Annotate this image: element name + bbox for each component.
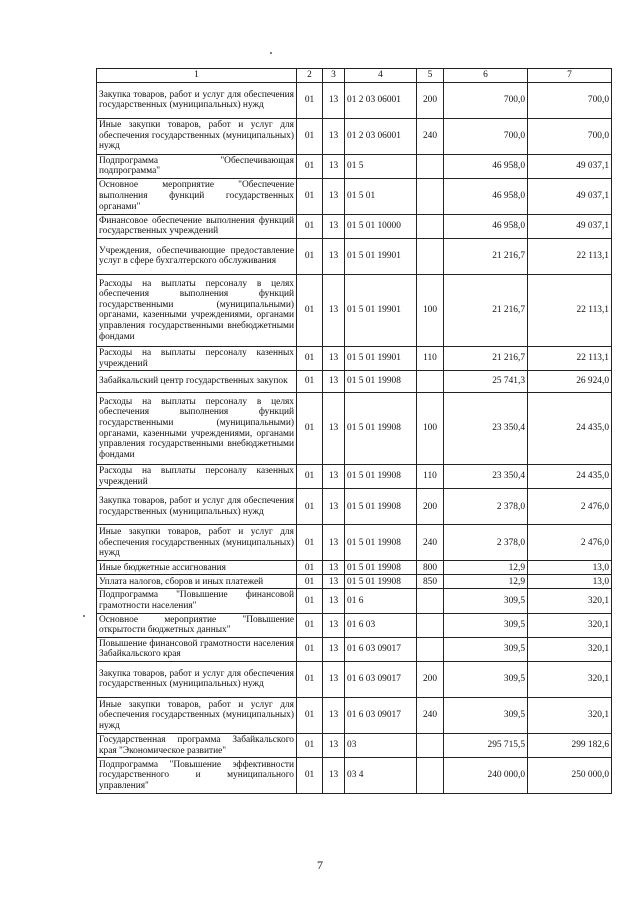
row-name-cell: Подпрограмма "Повышение эффективности государственного и муниципального управления"	[97, 758, 297, 794]
subsection-code-cell: 13	[323, 154, 345, 178]
target-article-cell: 01 5 01 19908	[345, 575, 417, 589]
expense-type-cell	[417, 214, 444, 238]
subsection-code-cell: 13	[323, 371, 345, 393]
column-header: 1	[97, 69, 297, 83]
amount-cell: 2 476,0	[528, 489, 612, 525]
table-row	[97, 758, 612, 794]
table-row	[97, 575, 612, 589]
expense-type-cell	[417, 589, 444, 613]
expense-type-cell: 100	[417, 393, 444, 465]
section-code-cell: 01	[297, 661, 323, 697]
row-name-cell: Расходы на выплаты персоналу в целях обеспечения выполнения функций государственными (муниципальными) органами, казенными учреждениями, органами управления государственными внебюджетными фондами	[97, 393, 297, 465]
row-name-cell: Закупка товаров, работ и услуг для обеспечения государственных (муниципальных) нужд	[97, 661, 297, 697]
subsection-code-cell: 13	[323, 758, 345, 794]
amount-cell: 49 037,1	[528, 154, 612, 178]
subsection-code-cell: 13	[323, 661, 345, 697]
table-row	[97, 274, 612, 346]
table-row	[97, 154, 612, 178]
table-row	[97, 589, 612, 613]
amount-cell: 24 435,0	[528, 465, 612, 489]
expense-type-cell: 200	[417, 82, 444, 118]
section-code-cell: 01	[297, 589, 323, 613]
amount-cell: 250 000,0	[528, 758, 612, 794]
target-article-cell: 03	[345, 733, 417, 757]
subsection-code-cell: 13	[323, 525, 345, 561]
row-name-cell: Основное мероприятие "Повышение открытости бюджетных данных"	[97, 613, 297, 637]
amount-cell: 309,5	[444, 637, 528, 661]
table-row	[97, 637, 612, 661]
amount-cell: 2 378,0	[444, 525, 528, 561]
amount-cell: 2 378,0	[444, 489, 528, 525]
table-row	[97, 489, 612, 525]
amount-cell: 26 924,0	[528, 371, 612, 393]
table-row	[97, 525, 612, 561]
section-code-cell: 01	[297, 637, 323, 661]
table-header-row	[97, 69, 612, 83]
expense-type-cell: 800	[417, 561, 444, 575]
row-name-cell: Основное мероприятие "Обеспечение выполнения функций государственных органами"	[97, 178, 297, 214]
row-name-cell: Иные закупки товаров, работ и услуг для обеспечения государственных (муниципальных) нужд	[97, 697, 297, 733]
target-article-cell: 01 5 01 19901	[345, 274, 417, 346]
expense-type-cell: 200	[417, 661, 444, 697]
table-row	[97, 178, 612, 214]
target-article-cell: 01 5	[345, 154, 417, 178]
amount-cell: 700,0	[528, 82, 612, 118]
target-article-cell: 01 2 03 06001	[345, 118, 417, 154]
amount-cell: 320,1	[528, 589, 612, 613]
target-article-cell: 01 5 01 10000	[345, 214, 417, 238]
table-row	[97, 465, 612, 489]
amount-cell: 46 958,0	[444, 154, 528, 178]
section-code-cell: 01	[297, 118, 323, 154]
amount-cell: 240 000,0	[444, 758, 528, 794]
target-article-cell: 01 5 01	[345, 178, 417, 214]
target-article-cell: 01 6 03 09017	[345, 637, 417, 661]
subsection-code-cell: 13	[323, 561, 345, 575]
amount-cell: 700,0	[528, 118, 612, 154]
amount-cell: 299 182,6	[528, 733, 612, 757]
expense-type-cell: 200	[417, 489, 444, 525]
expense-type-cell: 240	[417, 118, 444, 154]
subsection-code-cell: 13	[323, 613, 345, 637]
target-article-cell: 01 5 01 19908	[345, 489, 417, 525]
expense-type-cell: 110	[417, 346, 444, 370]
section-code-cell: 01	[297, 758, 323, 794]
table-row	[97, 733, 612, 757]
section-code-cell: 01	[297, 489, 323, 525]
target-article-cell: 01 5 01 19908	[345, 393, 417, 465]
expense-type-cell	[417, 178, 444, 214]
table-row	[97, 393, 612, 465]
section-code-cell: 01	[297, 371, 323, 393]
target-article-cell: 01 5 01 19908	[345, 371, 417, 393]
section-code-cell: 01	[297, 575, 323, 589]
row-name-cell: Финансовое обеспечение выполнения функций государственных учреждений	[97, 214, 297, 238]
row-name-cell: Иные закупки товаров, работ и услуг для обеспечения государственных (муниципальных) нужд	[97, 118, 297, 154]
section-code-cell: 01	[297, 561, 323, 575]
amount-cell: 49 037,1	[528, 214, 612, 238]
section-code-cell: 01	[297, 178, 323, 214]
section-code-cell: 01	[297, 274, 323, 346]
row-name-cell: Расходы на выплаты персоналу в целях обеспечения выполнения функций государственными (муниципальными) органами, казенными учреждениями, органами управления государственными внебюджетными фондами	[97, 274, 297, 346]
amount-cell: 25 741,3	[444, 371, 528, 393]
section-code-cell: 01	[297, 154, 323, 178]
subsection-code-cell: 13	[323, 214, 345, 238]
amount-cell: 295 715,5	[444, 733, 528, 757]
table-row	[97, 371, 612, 393]
column-header: 3	[323, 69, 345, 83]
scan-speck	[270, 52, 272, 54]
amount-cell: 46 958,0	[444, 214, 528, 238]
subsection-code-cell: 13	[323, 637, 345, 661]
subsection-code-cell: 13	[323, 489, 345, 525]
amount-cell: 13,0	[528, 575, 612, 589]
amount-cell: 309,5	[444, 661, 528, 697]
subsection-code-cell: 13	[323, 697, 345, 733]
section-code-cell: 01	[297, 214, 323, 238]
row-name-cell: Подпрограмма "Повышение финансовой грамотности населения"	[97, 589, 297, 613]
table-row	[97, 238, 612, 274]
subsection-code-cell: 13	[323, 589, 345, 613]
subsection-code-cell: 13	[323, 238, 345, 274]
section-code-cell: 01	[297, 465, 323, 489]
amount-cell: 309,5	[444, 613, 528, 637]
target-article-cell: 01 5 01 19908	[345, 561, 417, 575]
subsection-code-cell: 13	[323, 575, 345, 589]
expense-type-cell	[417, 733, 444, 757]
column-header: 5	[417, 69, 444, 83]
row-name-cell: Иные закупки товаров, работ и услуг для обеспечения государственных (муниципальных) нужд	[97, 525, 297, 561]
table-row	[97, 561, 612, 575]
target-article-cell: 01 6	[345, 589, 417, 613]
amount-cell: 320,1	[528, 661, 612, 697]
subsection-code-cell: 13	[323, 274, 345, 346]
amount-cell: 46 958,0	[444, 178, 528, 214]
row-name-cell: Повышение финансовой грамотности населения Забайкальского края	[97, 637, 297, 661]
amount-cell: 700,0	[444, 82, 528, 118]
amount-cell: 49 037,1	[528, 178, 612, 214]
table-row	[97, 346, 612, 370]
amount-cell: 309,5	[444, 589, 528, 613]
amount-cell: 320,1	[528, 613, 612, 637]
target-article-cell: 01 5 01 19901	[345, 346, 417, 370]
section-code-cell: 01	[297, 82, 323, 118]
target-article-cell: 01 5 01 19908	[345, 525, 417, 561]
subsection-code-cell: 13	[323, 733, 345, 757]
amount-cell: 700,0	[444, 118, 528, 154]
budget-table	[96, 68, 612, 794]
subsection-code-cell: 13	[323, 118, 345, 154]
column-header: 7	[528, 69, 612, 83]
target-article-cell: 01 2 03 06001	[345, 82, 417, 118]
row-name-cell: Уплата налогов, сборов и иных платежей	[97, 575, 297, 589]
column-header: 2	[297, 69, 323, 83]
row-name-cell: Закупка товаров, работ и услуг для обеспечения государственных (муниципальных) нужд	[97, 489, 297, 525]
row-name-cell: Государственная программа Забайкальского края "Экономическое развитие"	[97, 733, 297, 757]
page-number: 7	[317, 858, 323, 872]
subsection-code-cell: 13	[323, 465, 345, 489]
row-name-cell: Учреждения, обеспечивающие предоставление услуг в сфере бухгалтерского обслуживания	[97, 238, 297, 274]
target-article-cell: 01 6 03 09017	[345, 697, 417, 733]
subsection-code-cell: 13	[323, 393, 345, 465]
scan-speck	[83, 615, 85, 617]
section-code-cell: 01	[297, 238, 323, 274]
column-header: 4	[345, 69, 417, 83]
amount-cell: 21 216,7	[444, 274, 528, 346]
amount-cell: 22 113,1	[528, 238, 612, 274]
expense-type-cell: 850	[417, 575, 444, 589]
expense-type-cell	[417, 154, 444, 178]
expense-type-cell	[417, 613, 444, 637]
table-row	[97, 214, 612, 238]
expense-type-cell: 100	[417, 274, 444, 346]
table-row	[97, 661, 612, 697]
budget-table-body	[97, 82, 612, 794]
amount-cell: 320,1	[528, 637, 612, 661]
row-name-cell: Закупка товаров, работ и услуг для обеспечения государственных (муниципальных) нужд	[97, 82, 297, 118]
section-code-cell: 01	[297, 613, 323, 637]
amount-cell: 24 435,0	[528, 393, 612, 465]
amount-cell: 12,9	[444, 561, 528, 575]
amount-cell: 22 113,1	[528, 346, 612, 370]
expense-type-cell	[417, 238, 444, 274]
section-code-cell: 01	[297, 393, 323, 465]
expense-type-cell: 110	[417, 465, 444, 489]
row-name-cell: Иные бюджетные ассигнования	[97, 561, 297, 575]
target-article-cell: 01 5 01 19908	[345, 465, 417, 489]
subsection-code-cell: 13	[323, 346, 345, 370]
column-header: 6	[444, 69, 528, 83]
subsection-code-cell: 13	[323, 178, 345, 214]
section-code-cell: 01	[297, 525, 323, 561]
target-article-cell: 01 6 03 09017	[345, 661, 417, 697]
amount-cell: 2 476,0	[528, 525, 612, 561]
target-article-cell: 03 4	[345, 758, 417, 794]
section-code-cell: 01	[297, 346, 323, 370]
amount-cell: 21 216,7	[444, 238, 528, 274]
amount-cell: 21 216,7	[444, 346, 528, 370]
expense-type-cell: 240	[417, 697, 444, 733]
amount-cell: 13,0	[528, 561, 612, 575]
amount-cell: 23 350,4	[444, 393, 528, 465]
subsection-code-cell: 13	[323, 82, 345, 118]
section-code-cell: 01	[297, 697, 323, 733]
table-row	[97, 613, 612, 637]
expense-type-cell: 240	[417, 525, 444, 561]
table-row	[97, 697, 612, 733]
amount-cell: 320,1	[528, 697, 612, 733]
row-name-cell: Забайкальский центр государственных закупок	[97, 371, 297, 393]
section-code-cell: 01	[297, 733, 323, 757]
amount-cell: 23 350,4	[444, 465, 528, 489]
amount-cell: 309,5	[444, 697, 528, 733]
expense-type-cell	[417, 371, 444, 393]
amount-cell: 12,9	[444, 575, 528, 589]
row-name-cell: Подпрограмма "Обеспечивающая подпрограмма"	[97, 154, 297, 178]
expense-type-cell	[417, 637, 444, 661]
row-name-cell: Расходы на выплаты персоналу казенных учреждений	[97, 346, 297, 370]
target-article-cell: 01 6 03	[345, 613, 417, 637]
amount-cell: 22 113,1	[528, 274, 612, 346]
row-name-cell: Расходы на выплаты персоналу казенных учреждений	[97, 465, 297, 489]
table-row	[97, 118, 612, 154]
expense-type-cell	[417, 758, 444, 794]
table-row	[97, 82, 612, 118]
target-article-cell: 01 5 01 19901	[345, 238, 417, 274]
